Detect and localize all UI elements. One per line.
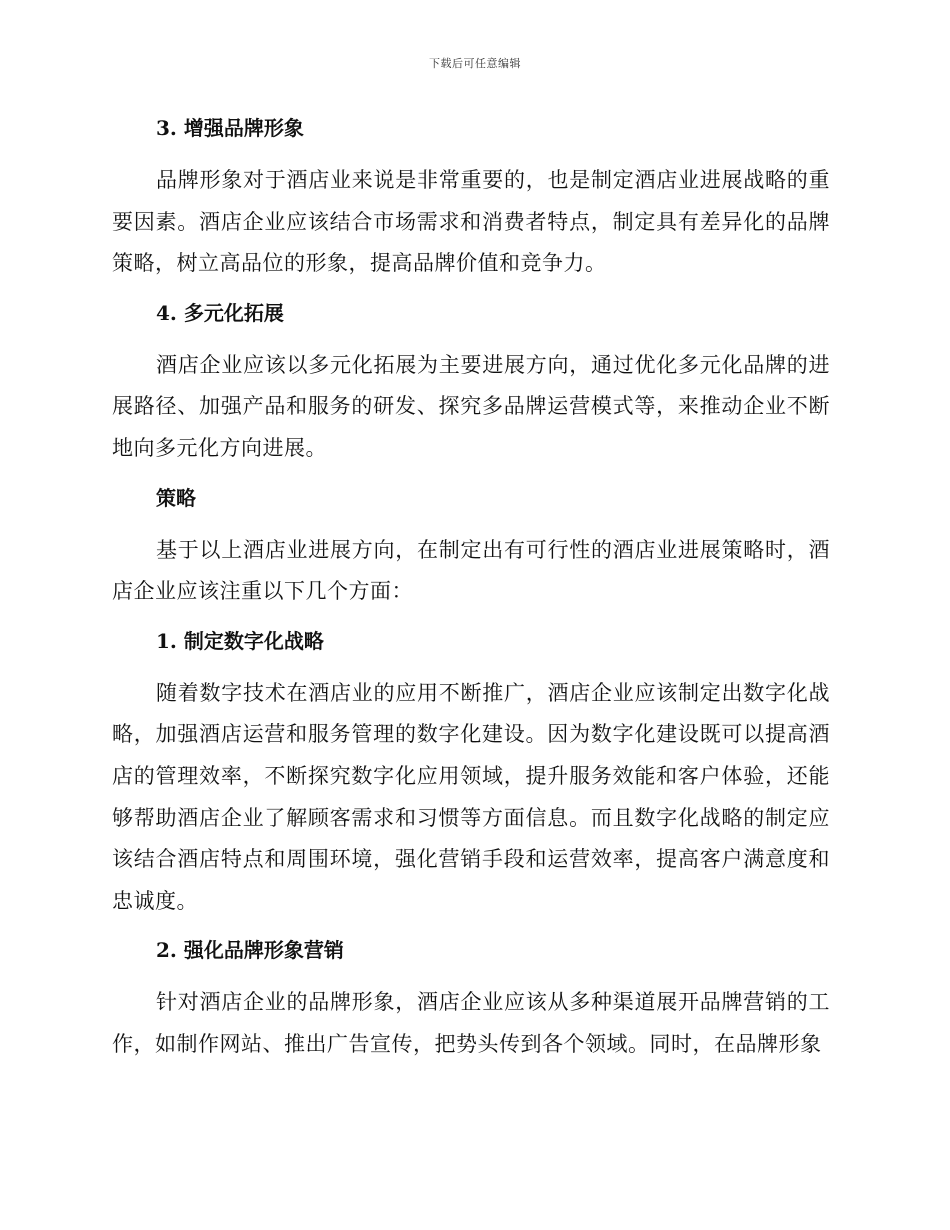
paragraph-brand-marketing: 针对酒店企业的品牌形象，酒店企业应该从多种渠道展开品牌营销的工作，如制作网站、推出广告宣传，把势头传到各个领域。同时，在品牌形象 <box>112 990 830 1056</box>
section-heading-digital-strategy: 1. 制定数字化战略 <box>156 628 324 653</box>
section-heading-brand-image: 3. 增强品牌形象 <box>156 116 304 140</box>
section-heading-strategy: 策略 <box>156 485 196 510</box>
document-body <box>112 108 830 1074</box>
section-heading-brand-marketing: 2. 强化品牌形象营销 <box>156 938 344 963</box>
section-heading-diversification: 4. 多元化拓展 <box>156 300 284 325</box>
paragraph-strategy-intro: 基于以上酒店业进展方向，在制定出有可行性的酒店业进展策略时，酒店企业应该注重以下几个方面： <box>112 537 830 604</box>
paragraph-diversification: 酒店企业应该以多元化拓展为主要进展方向，通过优化多元化品牌的进展路径、加强产品和服务的研发、探究多品牌运营模式等，来推动企业不断地向多元化方向进展。 <box>112 352 830 460</box>
paragraph-digital-strategy: 随着数字技术在酒店业的应用不断推广，酒店企业应该制定出数字化战略，加强酒店运营和服务管理的数字化建设。因为数字化建设既可以提高酒店的管理效率，不断探究数字化应用领域，提升服务效能和客户体验，还能够帮助酒店企业了解顾客需求和习惯等方面信息。而且数字化战略的制定应该结合酒店特点和周围环境，强化营销手段和运营效率，提高客户满意度和忠诚度。 <box>112 680 830 913</box>
header-note: 下载后可任意编辑 <box>429 57 521 70</box>
paragraph-brand-image: 品牌形象对于酒店业来说是非常重要的，也是制定酒店业进展战略的重要因素。酒店企业应该结合市场需求和消费者特点，制定具有差异化的品牌策略，树立高品位的形象，提高品牌价值和竞争力。 <box>112 168 830 276</box>
